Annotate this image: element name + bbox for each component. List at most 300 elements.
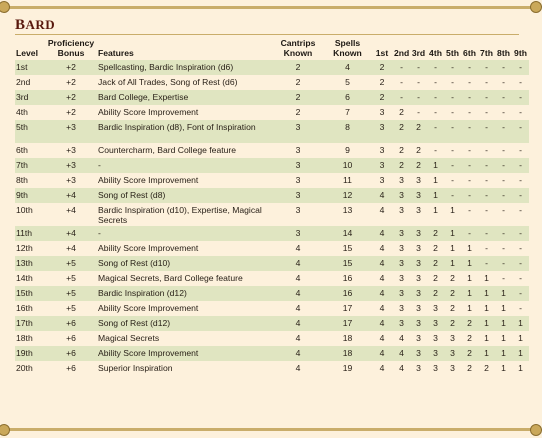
slot-cell: 3 <box>399 288 404 298</box>
proficiency-cell: +4 <box>66 228 76 238</box>
slot-cell: 4 <box>379 288 385 298</box>
cantrips-cell: 2 <box>295 62 301 72</box>
cantrips-cell: 2 <box>295 92 301 102</box>
features-cell: Bardic Inspiration (d8), Font of Inspiration <box>98 122 256 132</box>
slot-cell: - <box>519 190 522 200</box>
slot-cell: 4 <box>379 205 385 215</box>
level-cell: 12th <box>16 243 33 253</box>
slot-cell: 4 <box>379 333 385 343</box>
slot-cell: - <box>468 175 471 185</box>
slot-cell: 2 <box>399 160 404 170</box>
cantrips-cell: 3 <box>295 145 301 155</box>
slot-cell: 1 <box>467 243 472 253</box>
table-body <box>15 60 529 376</box>
slot-cell: - <box>519 107 522 117</box>
slot-cell: - <box>468 77 471 87</box>
cantrips-cell: 3 <box>295 228 301 238</box>
proficiency-cell: +5 <box>66 258 76 268</box>
slot-cell: 3 <box>450 363 455 373</box>
level-cell: 14th <box>16 273 33 283</box>
slot-cell: - <box>502 205 505 215</box>
spells-cell: 17 <box>342 303 353 313</box>
spells-cell: 16 <box>342 288 353 298</box>
cantrips-cell: 3 <box>295 160 301 170</box>
slot-cell: 3 <box>416 205 421 215</box>
slot-cell: 1 <box>450 243 455 253</box>
proficiency-cell: +3 <box>66 145 76 155</box>
slot-cell: - <box>485 107 488 117</box>
slot-cell: - <box>502 145 505 155</box>
table-row <box>15 361 529 376</box>
cantrips-cell: 4 <box>295 288 301 298</box>
cantrips-header-line1: Cantrips <box>280 38 316 48</box>
slot-cell: 3 <box>399 228 404 238</box>
features-cell: Bardic Inspiration (d10), Expertise, Magical Secrets <box>98 205 262 225</box>
features-cell: - <box>98 160 101 170</box>
slot-cell: 3 <box>379 160 385 170</box>
slot-cell: - <box>468 228 471 238</box>
slot-cell: 1 <box>484 348 489 358</box>
table-row <box>15 316 529 331</box>
slot-cell: 2 <box>433 288 438 298</box>
level-cell: 10th <box>16 205 33 215</box>
features-cell: Song of Rest (d10) <box>98 258 171 268</box>
slot-cell: 3 <box>379 107 385 117</box>
slot-cell: - <box>451 122 454 132</box>
features-cell: Countercharm, Bard College feature <box>98 145 237 155</box>
slot-cell: 4 <box>379 258 385 268</box>
slot-cell: 3 <box>416 273 421 283</box>
slot-cell: - <box>519 288 522 298</box>
slot-cell: 3 <box>433 333 438 343</box>
level-cell: 4th <box>16 107 28 117</box>
slot-cell: - <box>519 145 522 155</box>
slot-header: 5th <box>446 48 459 58</box>
slot-cell: - <box>502 92 505 102</box>
slot-cell: - <box>451 92 454 102</box>
slot-cell: - <box>485 243 488 253</box>
slot-cell: 1 <box>467 273 472 283</box>
spells-cell: 11 <box>343 175 352 185</box>
slot-cell: - <box>502 228 505 238</box>
slot-cell: 4 <box>399 363 404 373</box>
slot-cell: 3 <box>433 303 438 313</box>
level-cell: 13th <box>16 258 33 268</box>
slot-cell: - <box>519 273 522 283</box>
title-rest: ARD <box>25 17 56 32</box>
title-divider <box>15 34 519 35</box>
slot-cell: 1 <box>501 303 506 313</box>
spells-cell: 12 <box>342 190 353 200</box>
table-title <box>15 17 55 34</box>
slot-cell: 4 <box>379 228 385 238</box>
table-row <box>15 203 529 226</box>
slot-cell: 3 <box>450 348 455 358</box>
slot-cell: 4 <box>399 333 404 343</box>
slot-cell: - <box>451 145 454 155</box>
slot-cell: 1 <box>518 348 523 358</box>
spells-cell: 17 <box>342 318 353 328</box>
slot-header: 2nd <box>394 48 410 58</box>
slot-cell: - <box>485 92 488 102</box>
slot-cell: 4 <box>379 363 385 373</box>
proficiency-cell: +5 <box>66 288 76 298</box>
slot-cell: 3 <box>450 333 455 343</box>
proficiency-cell: +3 <box>66 175 76 185</box>
slot-cell: 2 <box>399 122 404 132</box>
slot-cell: - <box>400 77 403 87</box>
spells-cell: 7 <box>345 107 350 117</box>
slot-cell: - <box>485 62 488 72</box>
spells-cell: 18 <box>342 348 353 358</box>
slot-cell: - <box>400 92 403 102</box>
features-cell: Ability Score Improvement <box>98 107 199 117</box>
level-cell: 6th <box>16 145 28 155</box>
slot-header: 1st <box>375 48 389 58</box>
slot-cell: 3 <box>416 175 421 185</box>
slot-cell: 2 <box>433 273 438 283</box>
slot-cell: 1 <box>450 258 455 268</box>
slot-cell: - <box>485 258 488 268</box>
slot-cell: 1 <box>484 273 489 283</box>
features-cell: - <box>98 228 101 238</box>
slot-cell: 2 <box>433 243 438 253</box>
spells-cell: 4 <box>345 62 350 72</box>
spells-cell: 16 <box>342 273 353 283</box>
slot-cell: 3 <box>379 175 385 185</box>
cantrips-cell: 2 <box>295 107 301 117</box>
features-cell: Ability Score Improvement <box>98 243 199 253</box>
cantrips-cell: 4 <box>295 363 301 373</box>
slot-cell: - <box>519 175 522 185</box>
features-cell: Bard College, Expertise <box>98 92 189 102</box>
level-cell: 18th <box>16 333 33 343</box>
slot-header: 9th <box>514 48 527 58</box>
cantrips-cell: 4 <box>295 258 301 268</box>
proficiency-cell: +6 <box>66 363 76 373</box>
slot-cell: 3 <box>379 145 385 155</box>
slot-cell: - <box>451 107 454 117</box>
slot-cell: 1 <box>467 303 472 313</box>
proficiency-header-line1: Proficiency <box>47 38 95 48</box>
spells-header-line2: Known <box>333 48 362 58</box>
slot-cell: - <box>519 258 522 268</box>
proficiency-cell: +5 <box>66 273 76 283</box>
slot-cell: - <box>434 62 437 72</box>
slot-cell: 2 <box>433 258 438 268</box>
slot-cell: 3 <box>399 190 404 200</box>
table-row <box>15 331 529 346</box>
slot-cell: 2 <box>484 363 489 373</box>
slot-cell: 3 <box>416 228 421 238</box>
slot-cell: - <box>434 122 437 132</box>
level-cell: 16th <box>16 303 33 313</box>
spells-cell: 14 <box>342 228 353 238</box>
slot-cell: - <box>451 77 454 87</box>
cantrips-header <box>272 38 324 60</box>
slot-header: 4th <box>429 48 442 58</box>
slot-cell: - <box>468 62 471 72</box>
features-cell: Bardic Inspiration (d12) <box>98 288 187 298</box>
slot-cell: 2 <box>416 122 421 132</box>
proficiency-cell: +2 <box>66 62 76 72</box>
slot-cell: 1 <box>484 318 489 328</box>
slot-cell: - <box>502 160 505 170</box>
corner-ornament <box>530 1 542 13</box>
slot-cell: - <box>502 273 505 283</box>
slot-cell: - <box>468 122 471 132</box>
slot-cell: 3 <box>433 318 438 328</box>
proficiency-cell: +5 <box>66 303 76 313</box>
slot-cell: 3 <box>399 243 404 253</box>
bard-table <box>15 38 529 376</box>
cantrips-cell: 3 <box>295 190 301 200</box>
table-row <box>15 226 529 241</box>
table-row <box>15 90 529 105</box>
spells-cell: 15 <box>342 258 353 268</box>
slot-cell: 2 <box>399 145 404 155</box>
table-row <box>15 158 529 173</box>
slot-cell: - <box>468 92 471 102</box>
features-cell: Magical Secrets <box>98 333 160 343</box>
slot-cell: 4 <box>379 318 385 328</box>
slot-cell: 1 <box>467 258 472 268</box>
slot-cell: - <box>502 258 505 268</box>
proficiency-cell: +2 <box>66 77 76 87</box>
spells-cell: 18 <box>342 333 353 343</box>
slot-cell: 2 <box>450 318 455 328</box>
slot-header: 8th <box>497 48 510 58</box>
level-cell: 2nd <box>16 77 31 87</box>
spells-cell: 8 <box>345 122 350 132</box>
slot-cell: 3 <box>416 190 421 200</box>
level-cell: 7th <box>16 160 28 170</box>
slot-cell: 2 <box>416 145 421 155</box>
proficiency-cell: +3 <box>66 160 76 170</box>
level-cell: 8th <box>16 175 28 185</box>
slot-cell: 3 <box>416 363 421 373</box>
slot-cell: 2 <box>450 288 455 298</box>
slot-cell: 2 <box>467 333 472 343</box>
features-cell: Jack of All Trades, Song of Rest (d6) <box>98 77 238 87</box>
table-row <box>15 286 529 301</box>
slot-cell: 3 <box>399 258 404 268</box>
slot-cell: - <box>519 205 522 215</box>
corner-ornament <box>0 424 10 436</box>
slot-cell: - <box>468 107 471 117</box>
slot-cell: 3 <box>416 288 421 298</box>
spells-cell: 19 <box>342 363 353 373</box>
header-row <box>15 38 529 60</box>
spells-cell: 9 <box>345 145 350 155</box>
slot-cell: 2 <box>416 160 421 170</box>
slot-cell: 1 <box>433 205 438 215</box>
slot-cell: 2 <box>379 92 385 102</box>
slot-cell: 1 <box>518 363 523 373</box>
slot-cell: 2 <box>379 77 385 87</box>
slot-cell: 3 <box>416 318 421 328</box>
slot-cell: - <box>502 190 505 200</box>
slot-cell: - <box>417 92 420 102</box>
slot-cell: - <box>519 122 522 132</box>
table-row <box>15 301 529 316</box>
cantrips-cell: 4 <box>295 333 301 343</box>
proficiency-cell: +4 <box>66 243 76 253</box>
slot-cell: 1 <box>450 205 455 215</box>
cantrips-header-line2: Known <box>283 48 313 58</box>
slot-cell: - <box>485 205 488 215</box>
features-header: Features <box>98 48 134 58</box>
slot-cell: - <box>485 122 488 132</box>
slot-cell: 1 <box>450 228 455 238</box>
features-cell: Superior Inspiration <box>98 363 173 373</box>
proficiency-header-line2: Bonus <box>57 48 85 58</box>
slot-cell: - <box>485 160 488 170</box>
features-cell: Magical Secrets, Bard College feature <box>98 273 243 283</box>
table-row <box>15 271 529 286</box>
slot-cell: 1 <box>433 160 438 170</box>
table-row <box>15 75 529 90</box>
slot-cell: 1 <box>484 288 489 298</box>
slot-header: 6th <box>463 48 476 58</box>
slot-cell: - <box>502 122 505 132</box>
slot-cell: - <box>434 145 437 155</box>
spells-cell: 6 <box>345 92 350 102</box>
slot-cell: 2 <box>399 107 404 117</box>
slot-cell: - <box>468 205 471 215</box>
slot-header: 7th <box>480 48 493 58</box>
slot-cell: 4 <box>379 348 385 358</box>
slot-cell: - <box>519 160 522 170</box>
proficiency-cell: +2 <box>66 92 76 102</box>
slot-cell: 4 <box>399 348 404 358</box>
slot-cell: 3 <box>416 333 421 343</box>
slot-cell: 1 <box>518 318 523 328</box>
spells-header <box>324 38 371 60</box>
cantrips-cell: 3 <box>295 122 301 132</box>
slot-cell: 3 <box>416 243 421 253</box>
level-cell: 1st <box>16 62 28 72</box>
slot-cell: 3 <box>399 205 404 215</box>
proficiency-cell: +4 <box>66 205 76 215</box>
level-cell: 3rd <box>16 92 29 102</box>
spells-cell: 10 <box>342 160 353 170</box>
spells-cell: 15 <box>342 243 353 253</box>
features-cell: Ability Score Improvement <box>98 175 199 185</box>
slot-cell: 1 <box>501 363 506 373</box>
slot-cell: - <box>417 77 420 87</box>
slot-cell: 2 <box>379 62 385 72</box>
slot-cell: - <box>502 243 505 253</box>
spells-cell: 5 <box>345 77 350 87</box>
table-row <box>15 60 529 75</box>
cantrips-cell: 3 <box>295 175 301 185</box>
level-cell: 5th <box>16 122 28 132</box>
slot-cell: 1 <box>433 175 438 185</box>
slot-cell: 2 <box>450 273 455 283</box>
slot-cell: 3 <box>416 303 421 313</box>
slot-cell: - <box>502 62 505 72</box>
slot-cell: - <box>434 92 437 102</box>
proficiency-cell: +6 <box>66 333 76 343</box>
slot-cell: 3 <box>399 318 404 328</box>
proficiency-cell: +6 <box>66 318 76 328</box>
slot-cell: 3 <box>416 258 421 268</box>
cantrips-cell: 3 <box>295 205 301 215</box>
slot-cell: - <box>485 228 488 238</box>
slot-cell: 3 <box>433 348 438 358</box>
corner-ornament <box>0 1 10 13</box>
slot-cell: - <box>451 62 454 72</box>
slot-cell: 4 <box>379 273 385 283</box>
proficiency-cell: +3 <box>66 122 76 132</box>
table-row <box>15 173 529 188</box>
slot-cell: - <box>434 107 437 117</box>
slot-cell: - <box>434 77 437 87</box>
table-row <box>15 143 529 158</box>
slot-cell: 3 <box>399 273 404 283</box>
slot-cell: - <box>485 175 488 185</box>
proficiency-cell: +4 <box>66 190 76 200</box>
spells-header-line1: Spells <box>334 38 361 48</box>
slot-cell: 4 <box>379 243 385 253</box>
features-cell: Song of Rest (d12) <box>98 318 171 328</box>
slot-cell: 3 <box>433 363 438 373</box>
slot-cell: - <box>417 107 420 117</box>
level-cell: 20th <box>16 363 33 373</box>
title-initial: B <box>15 17 26 33</box>
table-row <box>15 105 529 120</box>
level-cell: 15th <box>16 288 33 298</box>
table-row <box>15 346 529 361</box>
slot-cell: - <box>502 77 505 87</box>
features-cell: Song of Rest (d8) <box>98 190 166 200</box>
slot-cell: - <box>468 160 471 170</box>
slot-header: 3rd <box>411 48 426 58</box>
slot-cell: 2 <box>450 303 455 313</box>
slot-cell: - <box>468 145 471 155</box>
slot-cell: 3 <box>416 348 421 358</box>
slot-cell: - <box>485 190 488 200</box>
slot-cell: - <box>519 243 522 253</box>
slot-cell: 1 <box>484 333 489 343</box>
features-cell: Ability Score Improvement <box>98 348 199 358</box>
slot-cell: 4 <box>379 190 385 200</box>
slot-cell: - <box>519 228 522 238</box>
slot-cell: - <box>485 77 488 87</box>
slot-cell: 3 <box>379 122 385 132</box>
cantrips-cell: 4 <box>295 243 301 253</box>
level-cell: 11th <box>16 228 33 238</box>
slot-cell: 2 <box>467 363 472 373</box>
proficiency-header <box>45 38 97 60</box>
spells-cell: 13 <box>342 205 353 215</box>
slot-cell: 1 <box>501 348 506 358</box>
slot-cell: 1 <box>518 333 523 343</box>
level-header: Level <box>16 48 38 58</box>
slot-cell: - <box>451 190 454 200</box>
slot-cell: - <box>519 77 522 87</box>
slot-cell: - <box>468 190 471 200</box>
level-cell: 9th <box>16 190 28 200</box>
cantrips-cell: 4 <box>295 318 301 328</box>
cantrips-cell: 4 <box>295 348 301 358</box>
slot-cell: - <box>451 160 454 170</box>
cantrips-cell: 4 <box>295 303 301 313</box>
features-cell: Spellcasting, Bardic Inspiration (d6) <box>98 62 234 72</box>
corner-ornament <box>530 424 542 436</box>
features-cell: Ability Score Improvement <box>98 303 199 313</box>
